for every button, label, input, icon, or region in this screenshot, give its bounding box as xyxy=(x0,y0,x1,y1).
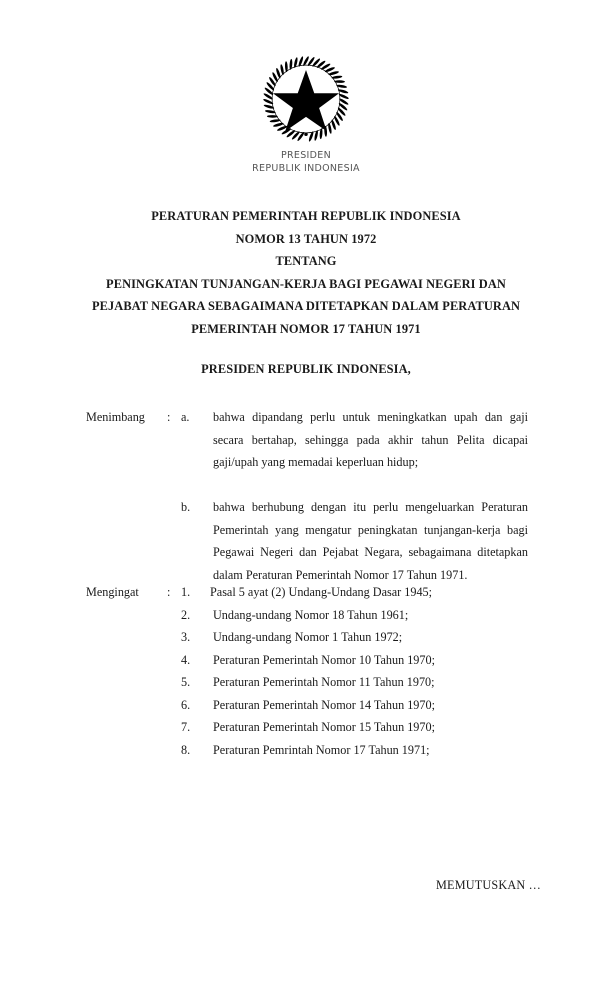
title-line-1: PERATURAN PEMERINTAH REPUBLIK INDONESIA xyxy=(151,209,461,223)
mengingat-text-4: Peraturan Pemerintah Nomor 10 Tahun 1970; xyxy=(213,652,435,667)
mengingat-text-5: Peraturan Pemerintah Nomor 11 Tahun 1970; xyxy=(213,675,435,689)
emblem-caption-line-2: REPUBLIK INDONESIA xyxy=(252,163,360,174)
mengingat-marker-1: 1. xyxy=(181,585,191,599)
mengingat-block xyxy=(86,581,528,761)
emblem-block xyxy=(0,55,612,175)
mengingat-text-6: Peraturan Pemerintah Nomor 14 Tahun 1970; xyxy=(213,697,435,712)
mengingat-item-3 xyxy=(86,626,528,649)
menimbang-colon: : xyxy=(167,410,171,424)
mengingat-marker-7: 7. xyxy=(181,720,191,734)
mengingat-marker-8: 8. xyxy=(181,742,191,757)
mengingat-text-3: Undang-undang Nomor 1 Tahun 1972; xyxy=(213,630,403,644)
mengingat-item-7 xyxy=(86,716,528,739)
presiden-heading: PRESIDEN REPUBLIK INDONESIA, xyxy=(201,362,411,376)
mengingat-marker-3: 3. xyxy=(181,630,191,644)
title-line-3: TENTANG xyxy=(275,254,337,269)
menimbang-marker-b: b. xyxy=(181,500,191,514)
mengingat-label: Mengingat xyxy=(86,585,139,599)
mengingat-text-8: Peraturan Pemrintah Nomor 17 Tahun 1971; xyxy=(213,742,430,757)
emblem-caption xyxy=(0,149,612,175)
continuation-note: MEMUTUSKAN … xyxy=(436,878,541,892)
menimbang-item-b xyxy=(86,496,528,586)
mengingat-item-6 xyxy=(86,694,528,717)
emblem-caption-line-1: PRESIDEN xyxy=(281,150,331,161)
mengingat-colon: : xyxy=(167,585,171,599)
mengingat-item-1 xyxy=(86,581,528,604)
title-line-6: PEMERINTAH NOMOR 17 TAHUN 1971 xyxy=(191,321,421,336)
document-title xyxy=(56,205,556,341)
mengingat-text-1: Pasal 5 ayat (2) Undang-Undang Dasar 1945; xyxy=(210,585,433,599)
mengingat-text-2: Undang-undang Nomor 18 Tahun 1961; xyxy=(213,607,409,622)
mengingat-item-2 xyxy=(86,604,528,627)
title-line-2: NOMOR 13 TAHUN 1972 xyxy=(235,231,377,246)
title-line-4: PENINGKATAN TUNJANGAN-KERJA BAGI PEGAWAI NEGERI DAN xyxy=(106,276,506,291)
mengingat-text-7: Peraturan Pemerintah Nomor 15 Tahun 1970; xyxy=(213,720,435,734)
menimbang-block xyxy=(86,406,528,586)
mengingat-item-4 xyxy=(86,649,528,672)
mengingat-marker-4: 4. xyxy=(181,652,191,667)
mengingat-item-5 xyxy=(86,671,528,694)
menimbang-item-a xyxy=(86,406,528,474)
title-line-5: PEJABAT NEGARA SEBAGAIMANA DITETAPKAN DALAM PERATURAN xyxy=(91,299,521,314)
menimbang-text-a: bahwa dipandang perlu untuk meningkatkan upah dan gaji secara bertahap, sehingga pada akhir tahun Pelita dicapai gaji/upah yang memadai keperluan hidup; xyxy=(213,410,528,469)
mengingat-marker-2: 2. xyxy=(181,607,191,622)
mengingat-marker-6: 6. xyxy=(181,697,191,712)
menimbang-label: Menimbang xyxy=(86,410,145,424)
mengingat-item-8 xyxy=(86,739,528,762)
mengingat-marker-5: 5. xyxy=(181,675,191,689)
garuda-star-wreath-emblem xyxy=(262,55,350,143)
menimbang-marker-a: a. xyxy=(181,410,190,424)
menimbang-text-b: bahwa berhubung dengan itu perlu mengeluarkan Peraturan Pemerintah yang mengatur peningkatan tunjangan-kerja bagi Pegawai Negeri dan Pejabat Negara, sebagaimana ditetapkan dalam Peraturan Pemerintah Nomor 17 Tahun 1971. xyxy=(213,500,528,582)
